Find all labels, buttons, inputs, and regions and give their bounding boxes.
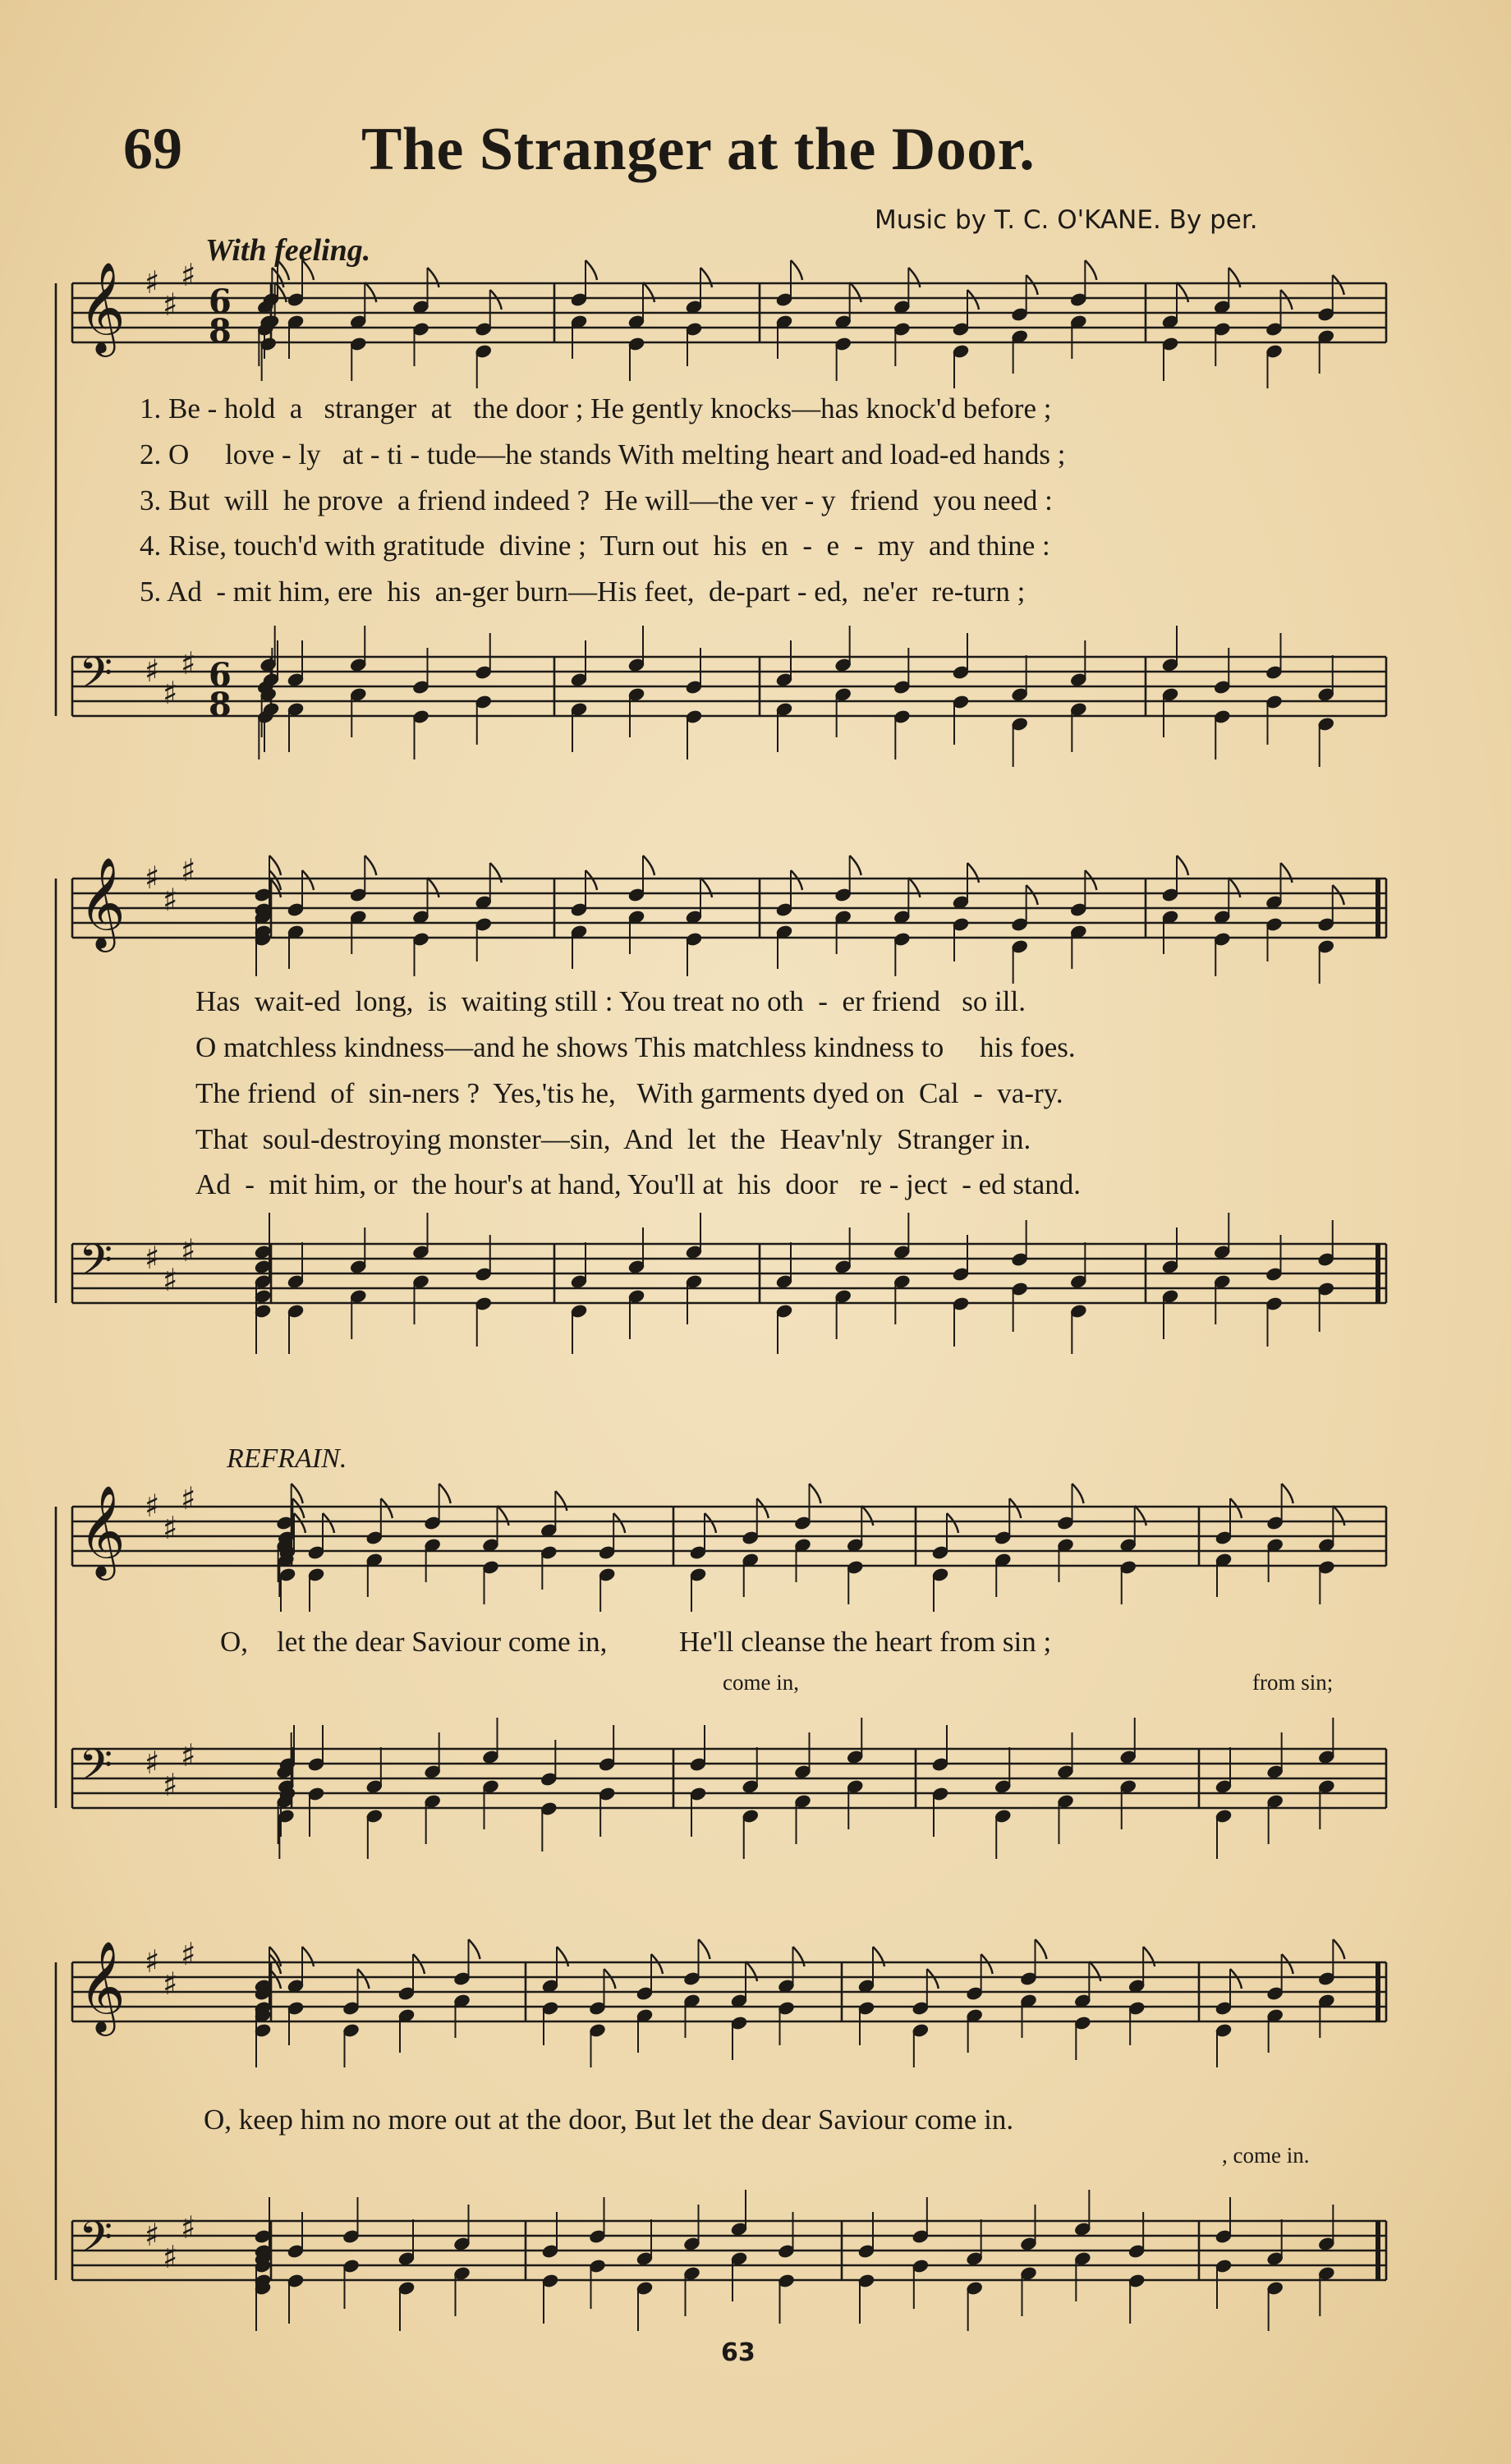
sharp-icon: ♯	[181, 852, 196, 888]
note-flag	[1230, 1969, 1242, 1989]
verse-1-line-a: 1. Be - hold a stranger at the door ; He gently knocks—has knock'd before ;	[140, 392, 1052, 424]
note-flag	[947, 1513, 958, 1533]
note-flag	[1026, 275, 1038, 295]
note-flag	[490, 290, 502, 310]
time-signature-top: 6	[209, 656, 232, 695]
sharp-icon: ♯	[163, 1966, 178, 2002]
sharp-icon: ♯	[145, 1240, 160, 1276]
note-flag	[793, 1947, 805, 1966]
treble-clef-icon: 𝄞	[79, 856, 126, 948]
verse-4-line-a: 4. Rise, touch'd with gratitude divine ; Turn out his en - e - my and thine :	[140, 530, 1050, 562]
note-flag	[705, 1513, 716, 1533]
treble-clef-icon: 𝄞	[79, 261, 126, 353]
sharp-icon: ♯	[163, 675, 178, 711]
refrain-line-1: O, let the dear Saviour come in, He'll cleanse the heart from sin ;	[220, 1626, 1052, 1658]
verse-2-line-a: 2. O love - ly at - ti - tude—he stands With melting heart and load-ed hands ;	[140, 438, 1066, 470]
bass-clef-icon: 𝄢	[79, 1236, 113, 1296]
note-flag	[861, 1506, 873, 1526]
note-flag	[490, 863, 502, 883]
verse-5-line-a: 5. Ad - mit him, ere his an-ger burn—His feet, de-part - ed, ne'er re-turn ;	[140, 576, 1026, 608]
note-flag	[757, 1498, 769, 1518]
note-flag	[469, 1939, 480, 1959]
treble-clef-icon: 𝄞	[79, 1484, 126, 1576]
sharp-icon: ♯	[163, 287, 178, 323]
refrain-echo-come-in: come in,	[723, 1670, 799, 1695]
note-flag	[927, 1969, 939, 1989]
note-flag	[643, 282, 654, 302]
note-flag	[810, 1484, 821, 1503]
refrain-line-2: O, keep him no more out at the door, But let the dear Saviour come in.	[204, 2104, 1014, 2136]
note-flag	[651, 1954, 663, 1974]
verse-3-line-a: 3. But will he prove a friend indeed ? He will—the ver - y friend you need :	[140, 484, 1053, 516]
note-flag	[428, 878, 439, 897]
note-flag	[358, 1969, 370, 1989]
hymn-title: The Stranger at the Door.	[361, 116, 1036, 183]
sharp-icon: ♯	[181, 645, 196, 681]
sharp-icon: ♯	[181, 1936, 196, 1972]
note-flag	[413, 1954, 425, 1974]
note-flag	[613, 1513, 625, 1533]
note-flag	[967, 290, 979, 310]
sharp-icon: ♯	[163, 1510, 178, 1546]
sharp-icon: ♯	[145, 1488, 160, 1524]
treble-clef-icon: 𝄞	[79, 1940, 126, 2032]
note-flag	[1281, 290, 1293, 310]
sharp-icon: ♯	[181, 2209, 196, 2246]
note-flag	[981, 1954, 993, 1974]
bass-clef-icon: 𝄢	[79, 1741, 113, 1801]
time-signature-top: 6	[209, 282, 232, 321]
time-signature-bottom: 8	[209, 312, 232, 351]
note-flag	[699, 1939, 710, 1959]
verse-5-line-b: Ad - mit him, or the hour's at hand, You'll at his door re - ject - ed stand.	[195, 1168, 1082, 1200]
sharp-icon: ♯	[145, 2217, 160, 2253]
sharp-icon: ♯	[145, 860, 160, 896]
bass-clef-icon: 𝄢	[79, 2213, 113, 2274]
note-flag	[700, 878, 712, 897]
note-flag	[1177, 282, 1188, 302]
sharp-icon: ♯	[145, 264, 160, 301]
note-flag	[557, 1947, 568, 1966]
note-flag	[1089, 1962, 1100, 1981]
note-flag	[381, 1498, 393, 1518]
note-flag	[1072, 1484, 1084, 1503]
note-flag	[850, 282, 861, 302]
note-flag	[302, 1947, 314, 1966]
note-flag	[1009, 1498, 1021, 1518]
note-flag	[498, 1506, 509, 1526]
note-flag	[1026, 885, 1038, 905]
page-number: 63	[721, 2338, 756, 2367]
note-flag	[1229, 268, 1240, 287]
note-flag	[365, 856, 376, 875]
note-flag	[908, 878, 920, 897]
note-flag	[850, 856, 861, 875]
sharp-icon: ♯	[181, 257, 196, 293]
note-flag	[1282, 1484, 1293, 1503]
music-credit: Music by T. C. O'KANE. By per.	[875, 205, 1258, 235]
note-flag	[439, 1484, 451, 1503]
note-flag	[555, 1491, 567, 1511]
note-flag	[604, 1969, 616, 1989]
sharp-icon: ♯	[163, 882, 178, 918]
note-flag	[323, 1513, 334, 1533]
note-flag	[1135, 1506, 1146, 1526]
sharp-icon: ♯	[181, 1232, 196, 1269]
note-flag	[1085, 260, 1096, 280]
note-flag	[302, 260, 314, 280]
note-flag	[586, 260, 597, 280]
note-flag	[746, 1962, 757, 1981]
tempo-marking: With feeling.	[205, 233, 371, 268]
sharp-icon: ♯	[181, 1737, 196, 1773]
sharp-icon: ♯	[163, 1262, 178, 1298]
note-flag	[1333, 1939, 1344, 1959]
sharp-icon: ♯	[163, 2239, 178, 2275]
note-flag	[873, 1947, 884, 1966]
verse-2-line-b: O matchless kindness—and he shows This matchless kindness to his foes.	[195, 1031, 1076, 1063]
sharp-icon: ♯	[163, 1767, 178, 1803]
note-flag	[1085, 870, 1096, 890]
hymn-number: 69	[123, 116, 182, 181]
note-flag	[791, 870, 802, 890]
note-flag	[967, 863, 979, 883]
note-flag	[1333, 275, 1344, 295]
verse-3-line-b: The friend of sin-ners ? Yes,'tis he, With garments dyed on Cal - va-ry.	[195, 1077, 1063, 1109]
note-flag	[1036, 1939, 1047, 1959]
note-flag	[700, 268, 712, 287]
note-flag	[1143, 1947, 1155, 1966]
bass-clef-icon: 𝄢	[79, 649, 113, 709]
sharp-icon: ♯	[145, 1943, 160, 1980]
refrain-label: REFRAIN.	[227, 1443, 347, 1474]
time-signature-bottom: 8	[209, 686, 232, 724]
note-flag	[1177, 856, 1188, 875]
note-flag	[791, 260, 802, 280]
refrain-echo-from-sin: from sin;	[1252, 1670, 1334, 1695]
note-flag	[643, 856, 654, 875]
note-flag	[1282, 1954, 1293, 1974]
note-flag	[908, 268, 920, 287]
note-flag	[1230, 1498, 1242, 1518]
note-flag	[586, 870, 597, 890]
note-flag	[1281, 863, 1293, 883]
note-flag	[1229, 878, 1240, 897]
note-flag	[302, 870, 314, 890]
sharp-icon: ♯	[181, 1480, 196, 1516]
refrain-echo-come-in-2: , come in.	[1222, 2143, 1310, 2168]
note-flag	[1333, 1506, 1344, 1526]
note-flag	[1333, 885, 1344, 905]
sharp-icon: ♯	[145, 1745, 160, 1781]
verse-1-line-b: Has wait-ed long, is waiting still : You treat no oth - er friend so ill.	[195, 985, 1026, 1017]
note-flag	[428, 268, 439, 287]
sharp-icon: ♯	[145, 653, 160, 689]
note-flag	[365, 282, 376, 302]
verse-4-line-b: That soul-destroying monster—sin, And let the Heav'nly Stranger in.	[195, 1123, 1031, 1155]
